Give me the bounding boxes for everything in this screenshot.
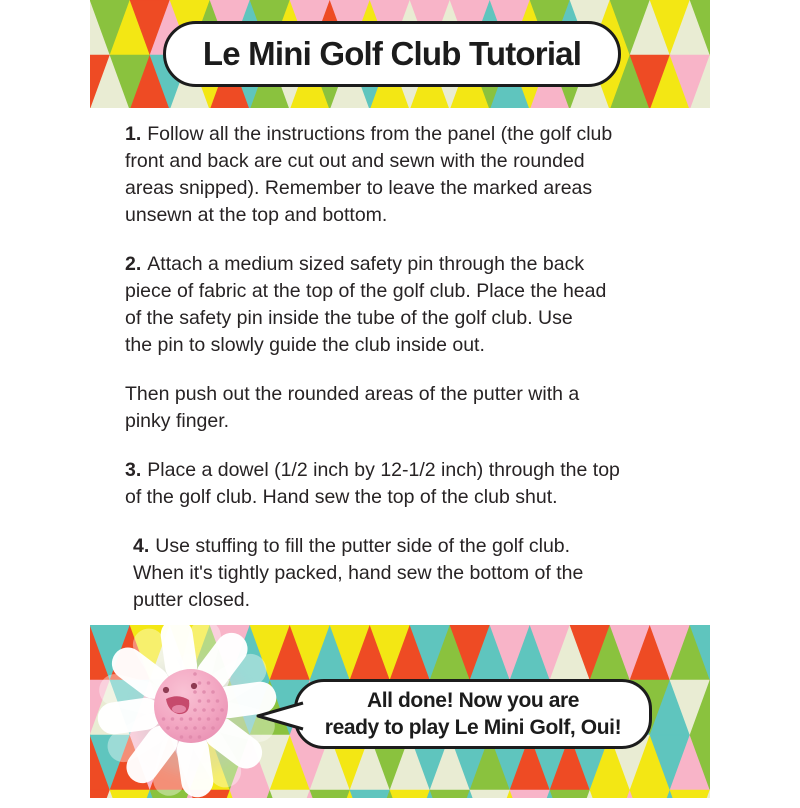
dimple (184, 726, 188, 730)
speech-bubble-tail (253, 699, 305, 733)
dimple (211, 726, 215, 730)
dimple (171, 717, 175, 721)
dimple (166, 726, 170, 730)
dimple (202, 726, 206, 730)
step-number-3: 3. (125, 459, 142, 481)
step-text: areas snipped). Remember to leave the marked areas (125, 177, 593, 199)
step-text: of the safety pin inside the tube of the golf club. Use (125, 307, 573, 329)
dimple (202, 690, 206, 694)
step-text: Place a dowel (1/2 inch by 12-1/2 inch) through the top (147, 459, 620, 481)
step-number-2: 2. (125, 253, 142, 275)
pattern-triangle (470, 790, 510, 798)
dimple (175, 726, 179, 730)
dimple (211, 690, 215, 694)
dimple (193, 726, 197, 730)
instruction-step-3 (125, 457, 725, 511)
step-number-1: 1. (125, 123, 142, 145)
pattern-triangle (390, 790, 430, 798)
title-plaque (163, 21, 621, 87)
page-title: Le Mini Golf Club Tutorial (202, 35, 582, 72)
step-text: piece of fabric at the top of the golf club. Place the head (125, 280, 607, 302)
dimple (198, 717, 202, 721)
dimple (207, 699, 211, 703)
dimple (220, 708, 224, 712)
instruction-step-2 (125, 251, 725, 359)
dimple (193, 708, 197, 712)
step-text: the pin to slowly guide the club inside out. (125, 334, 485, 356)
mascot-eye-left (163, 687, 169, 693)
dimple (207, 717, 211, 721)
instruction-step-1 (125, 121, 725, 229)
pattern-triangle (350, 790, 390, 798)
step-number-4: 4. (133, 535, 150, 557)
mascot-eye-right (191, 683, 197, 689)
dimple (198, 735, 202, 739)
step-text: When it's tightly packed, hand sew the bottom of the (133, 562, 584, 584)
dimple (198, 699, 202, 703)
dimple (211, 708, 215, 712)
dimple (189, 717, 193, 721)
dimple (193, 672, 197, 676)
golf-ball-face (154, 669, 228, 743)
step-text: pinky finger. (125, 410, 230, 432)
step-text: Follow all the instructions from the panel (the golf club (147, 123, 613, 145)
speech-line-2: ready to play Le Mini Golf, Oui! (324, 716, 622, 739)
step-text: Then push out the rounded areas of the putter with a (125, 383, 580, 405)
step-text: of the golf club. Hand sew the top of the club shut. (125, 486, 558, 508)
dimple (193, 690, 197, 694)
golf-ball (154, 669, 228, 743)
dimple (189, 735, 193, 739)
mascot-tongue (172, 705, 186, 713)
pattern-triangle (670, 790, 710, 798)
instruction-step-4 (125, 533, 725, 614)
dimple (216, 717, 220, 721)
dimple (180, 735, 184, 739)
pattern-triangle (630, 790, 670, 798)
dimple (216, 699, 220, 703)
dimple (207, 681, 211, 685)
speech-line-1: All done! Now you are (366, 689, 580, 712)
pattern-triangle (430, 790, 470, 798)
pattern-triangle (310, 790, 350, 798)
dimple (162, 717, 166, 721)
footer-banner (90, 625, 710, 798)
step-text: Use stuffing to fill the putter side of the golf club. (155, 535, 571, 557)
dimple (180, 717, 184, 721)
pattern-triangle (550, 790, 590, 798)
step-text: putter closed. (133, 589, 251, 611)
pattern-triangle (510, 790, 550, 798)
step-text: Attach a medium sized safety pin through the back (147, 253, 585, 275)
instructions (125, 121, 725, 636)
dimple (202, 708, 206, 712)
instruction-note (125, 381, 725, 435)
speech-bubble (294, 679, 652, 749)
step-text: front and back are cut out and sewn with the rounded (125, 150, 585, 172)
step-text: unsewn at the top and bottom. (125, 204, 388, 226)
header-banner (90, 0, 710, 108)
pattern-triangle (590, 790, 630, 798)
dimple (198, 681, 202, 685)
